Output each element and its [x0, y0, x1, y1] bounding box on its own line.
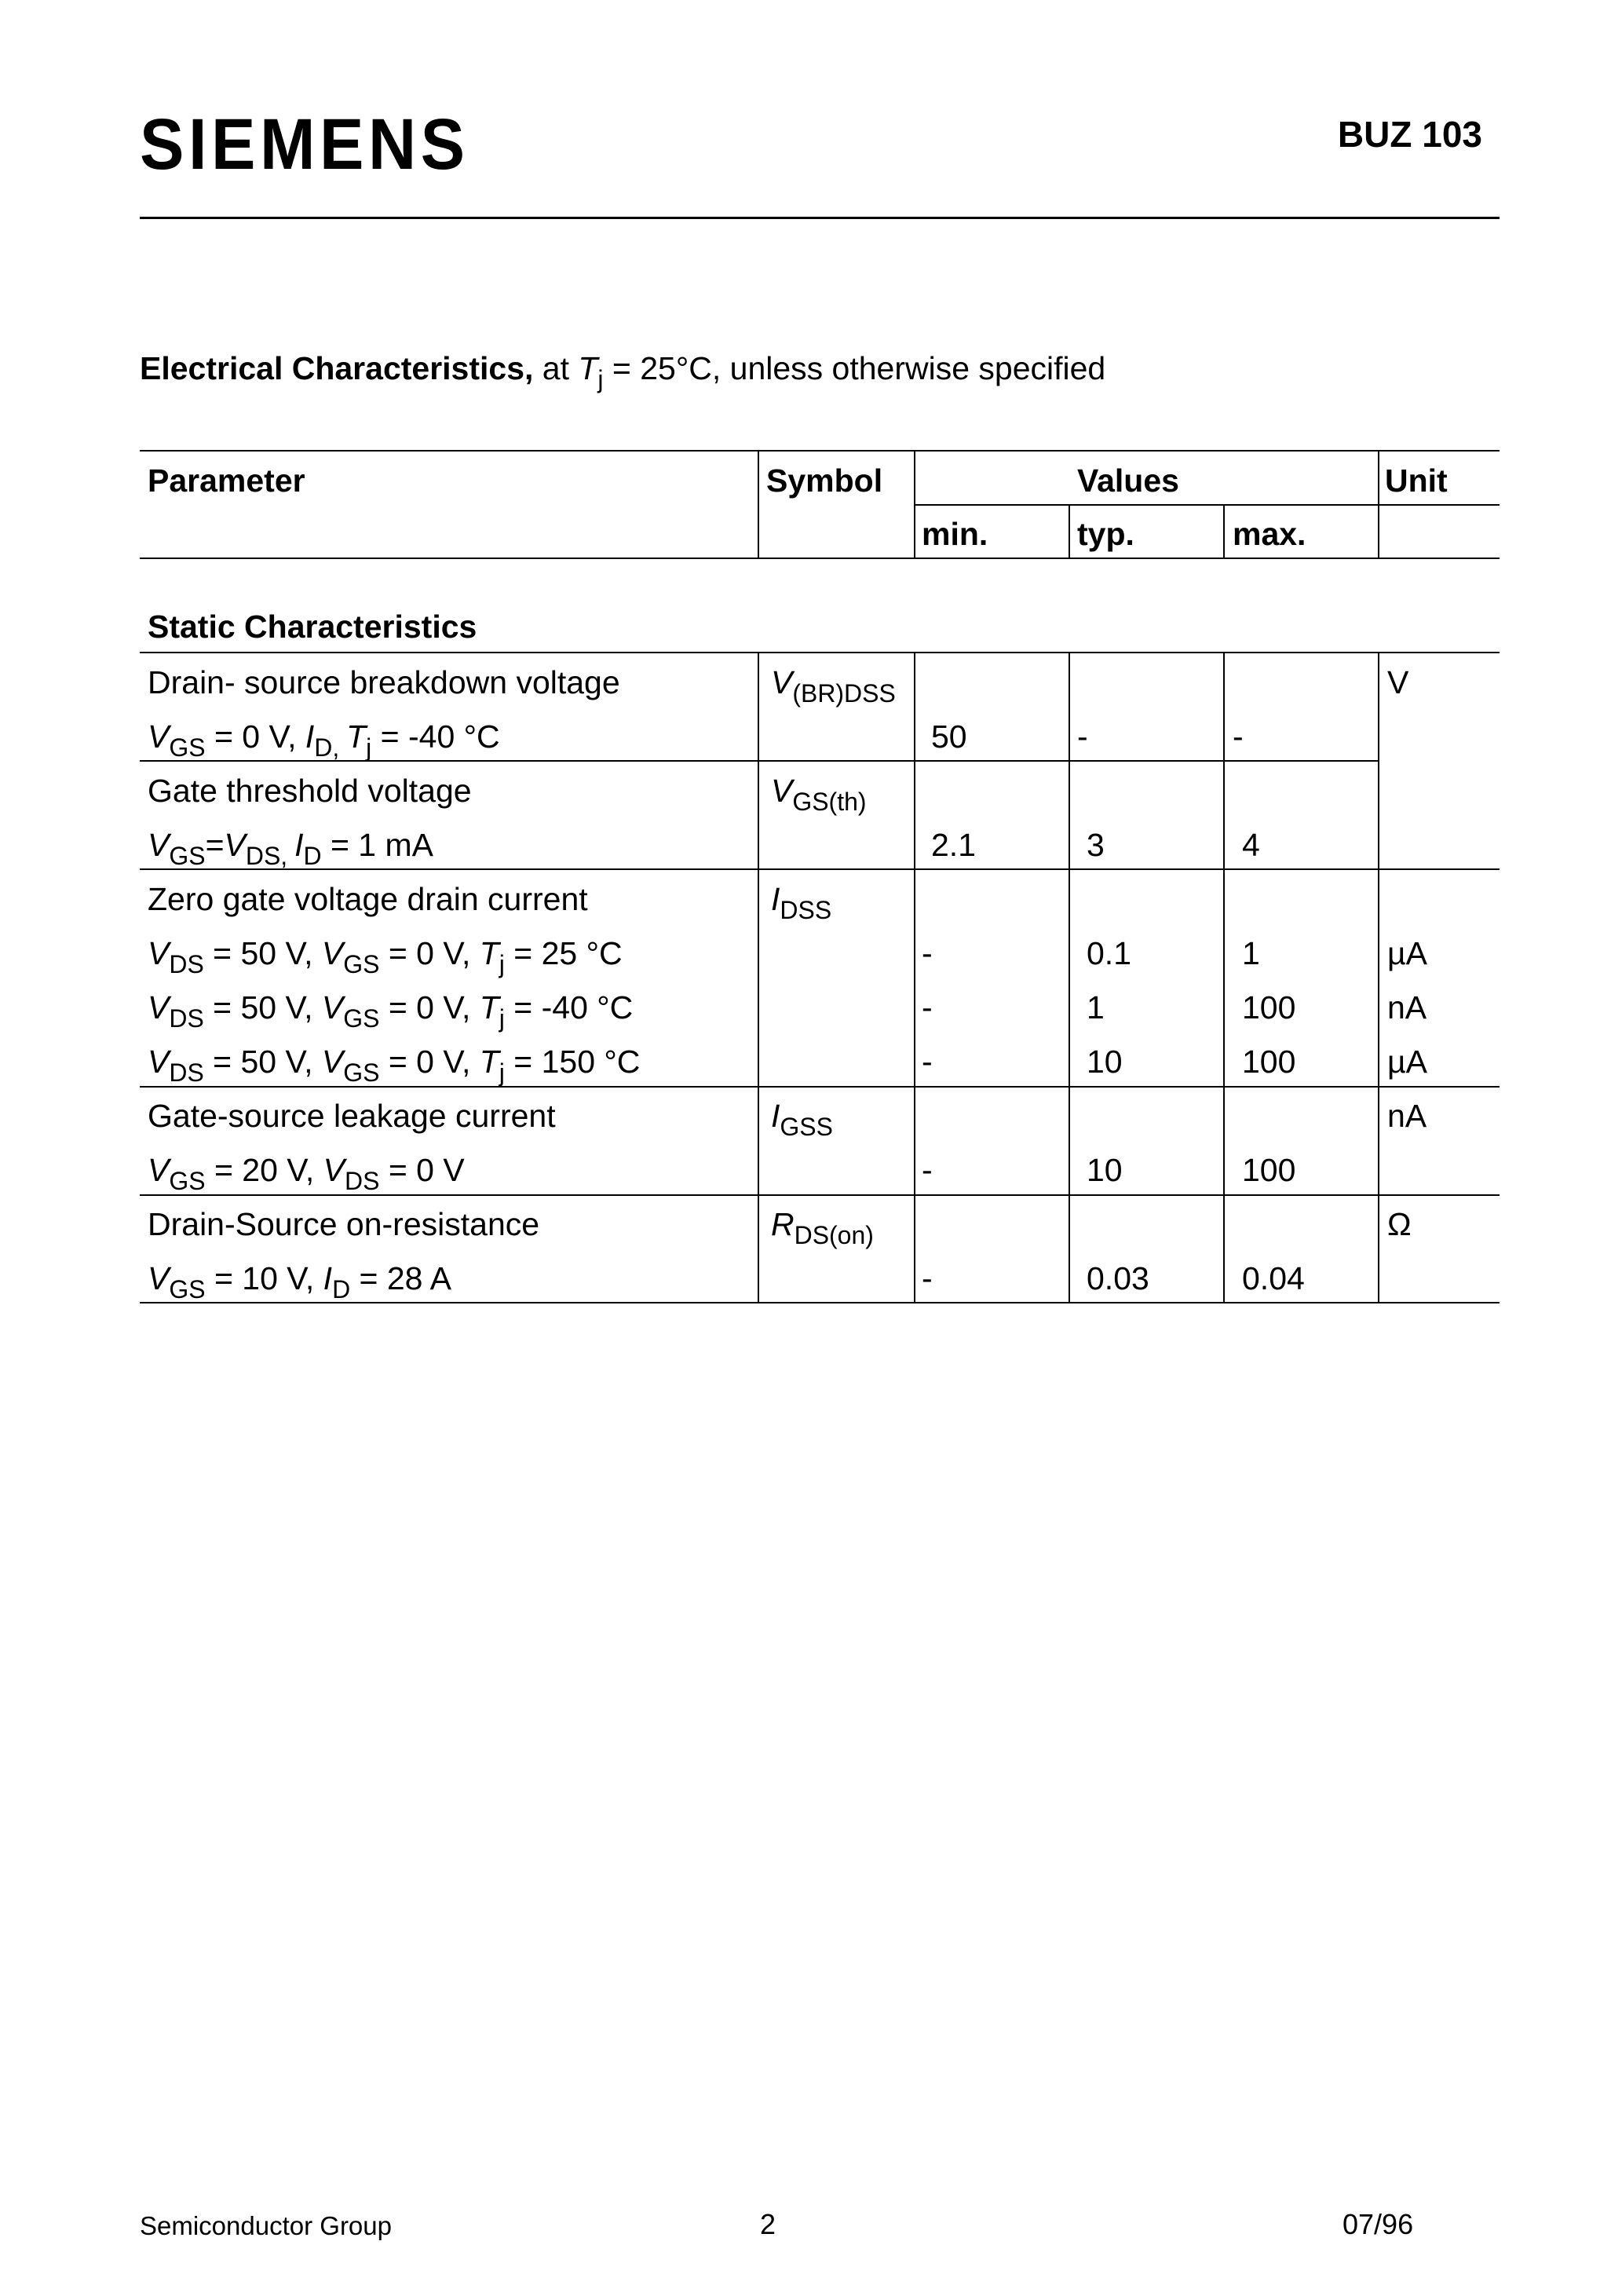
- row-typ: 0.1: [1087, 935, 1131, 971]
- row-max: 100: [1242, 1044, 1296, 1080]
- vline-unit-header: [1378, 450, 1379, 558]
- row-unit: µA: [1387, 1044, 1427, 1080]
- part-number: BUZ 103: [1337, 114, 1482, 155]
- row-max: 0.04: [1242, 1260, 1305, 1296]
- row-unit: µA: [1387, 935, 1427, 971]
- row-min: -: [922, 989, 933, 1026]
- vline-symbol: [758, 652, 759, 1302]
- row-typ: 0.03: [1087, 1260, 1149, 1296]
- row-typ: 10: [1087, 1044, 1123, 1080]
- row-condition: $V_{DS} = 50$ V, $V_{GS} = 0$ V, $T_j = -40$ °C: [148, 989, 634, 1033]
- table-top-rule: [140, 450, 1500, 452]
- row-condition: $V_{GS} = 0$ V, $I_{D,}$ $T_j = -40$ °C: [148, 718, 500, 762]
- row-typ: 1: [1087, 989, 1105, 1026]
- row-title: Gate threshold voltage: [148, 773, 472, 809]
- row-title: Gate-source leakage current: [148, 1098, 556, 1134]
- row-symbol: $I_{GSS}$: [771, 1098, 833, 1142]
- row-condition: $V_{DS} = 50$ V, $V_{GS} = 0$ V, $T_j = 150$ °C: [148, 1044, 641, 1088]
- header-divider: [140, 217, 1500, 219]
- row-title: Drain- source breakdown voltage: [148, 664, 620, 700]
- row-unit: nA: [1387, 989, 1427, 1026]
- row-unit: nA: [1387, 1098, 1427, 1134]
- row-typ: 10: [1087, 1152, 1123, 1188]
- vline-min: [914, 652, 915, 1302]
- col-values: Values: [1077, 462, 1179, 499]
- siemens-logo: SIEMENS: [140, 104, 469, 185]
- vline-values-header: [914, 450, 915, 558]
- col-unit: Unit: [1385, 462, 1448, 499]
- col-typ: typ.: [1077, 516, 1134, 552]
- values-subheader-rule: [915, 504, 1500, 506]
- row-unit: Ω: [1387, 1206, 1412, 1242]
- section-title: Static Characteristics: [148, 609, 477, 645]
- row-symbol: $V_{(BR)DSS}$: [771, 664, 896, 708]
- row-title: Zero gate voltage drain current: [148, 881, 588, 917]
- row-max: -: [1233, 718, 1244, 755]
- row-condition: $V_{GS} = 10$ V, $I_D = 28$ A: [148, 1260, 451, 1304]
- vline-max: [1223, 652, 1225, 1302]
- intro-sym: T: [578, 350, 598, 386]
- vline-max-header: [1223, 504, 1225, 558]
- row-min: -: [922, 935, 933, 971]
- row-title: Drain-Source on-resistance: [148, 1206, 540, 1242]
- header-bottom-rule: [140, 558, 1500, 559]
- col-parameter: Parameter: [148, 462, 305, 499]
- row-typ: -: [1077, 718, 1088, 755]
- page-number: 2: [760, 2208, 776, 2240]
- intro-pre: at: [533, 350, 579, 386]
- row-max: 1: [1242, 935, 1260, 971]
- vline-typ: [1069, 652, 1070, 1302]
- row-condition: $V_{GS}=V_{DS,}$ $I_D = 1$ mA: [148, 827, 433, 871]
- intro-post: = 25°C, unless otherwise specified: [603, 350, 1106, 386]
- row-min: -: [922, 1044, 933, 1080]
- row-min: 50: [931, 718, 967, 755]
- vline-typ-header: [1069, 504, 1070, 558]
- intro-bold: Electrical Characteristics,: [140, 350, 534, 386]
- intro-sub: j: [597, 365, 604, 394]
- row-min: 2.1: [931, 827, 976, 863]
- row-min: -: [922, 1260, 933, 1296]
- row-max: 100: [1242, 989, 1296, 1026]
- section-rule: [140, 652, 1500, 653]
- col-max: max.: [1233, 516, 1306, 552]
- row-symbol: $V_{GS(th)}$: [771, 773, 867, 817]
- row-min: -: [922, 1152, 933, 1188]
- vline-symbol-header: [758, 450, 759, 558]
- row-max: 4: [1242, 827, 1260, 863]
- section-intro: [140, 350, 1106, 394]
- row-symbol: $I_{DSS}$: [771, 881, 832, 925]
- row-condition: $V_{GS} = 20$ V, $V_{DS} = 0$ V: [148, 1152, 465, 1196]
- row-rule-4: [140, 1194, 1500, 1196]
- row-condition: $V_{DS} = 50$ V, $V_{GS} = 0$ V, $T_j = 25$ °C: [148, 935, 623, 979]
- footer-left: Semiconductor Group: [140, 2211, 392, 2240]
- footer-date: 07/96: [1343, 2208, 1414, 2240]
- col-symbol: Symbol: [766, 462, 883, 499]
- col-min: min.: [922, 516, 988, 552]
- row-typ: 3: [1087, 827, 1105, 863]
- vline-unit: [1378, 652, 1379, 1302]
- row-unit: V: [1387, 664, 1409, 700]
- row-rule-2: [140, 868, 1500, 870]
- row-max: 100: [1242, 1152, 1296, 1188]
- row-symbol: $R_{DS(on)}$: [771, 1206, 874, 1250]
